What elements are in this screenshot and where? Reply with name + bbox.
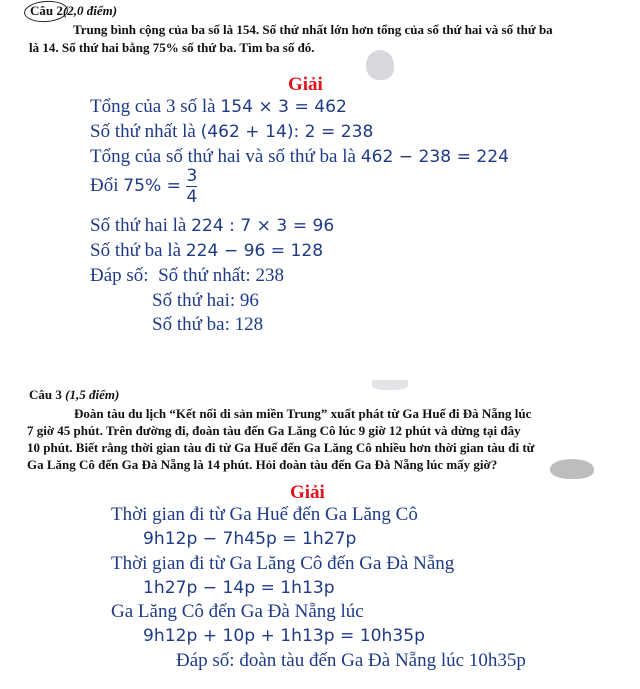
q3-points: (1,5 điểm) bbox=[65, 387, 120, 402]
q2-points: (2,0 điểm) bbox=[62, 3, 118, 18]
q3-problem-line-2: 7 giờ 45 phút. Trên đường đi, đoàn tàu đến Ga Lăng Cô lúc 9 giờ 12 phút và dừng tại đây bbox=[27, 423, 521, 438]
q3-answer: Đáp số: đoàn tàu đến Ga Đà Nẵng lúc 10h35p bbox=[176, 650, 526, 671]
q3-problem-line-1: Đoàn tàu du lịch “Kết nối di sản miền Trung” xuất phát từ Ga Huế đi Đà Nẵng lúc bbox=[74, 406, 532, 421]
scan-blot bbox=[366, 50, 394, 80]
q2-sol-line-4: Đổi 75% = $\frac{3}{4}$ bbox=[90, 166, 198, 207]
q2-sol-line-1: Tổng của 3 số là 154 × 3 = 462 bbox=[90, 96, 347, 117]
q3-problem-line-4: Ga Lăng Cô đến Ga Đà Nẵng là 14 phút. Hỏi đoàn tàu đến Ga Đà Nẵng lúc mấy giờ? bbox=[27, 457, 498, 472]
q2-solution-title: Giải bbox=[288, 74, 323, 95]
q3-solution-title: Giải bbox=[290, 482, 325, 503]
q3-label: Câu 3 bbox=[29, 387, 62, 402]
q2-problem-line-2: là 14. Số thứ hai bằng 75% số thứ ba. Tìm ba số đó. bbox=[29, 40, 315, 55]
fraction-3-4: $\frac{3}{4}$ bbox=[186, 166, 198, 207]
q3-sol-line-6: 9h12p + 10p + 1h13p = 10h35p bbox=[143, 626, 425, 646]
q2-answer-line-1: Đáp số: Số thứ nhất: 238 bbox=[90, 265, 284, 286]
q2-sol-line-3: Tổng của số thứ hai và số thứ ba là 462 − 238 = 224 bbox=[90, 146, 509, 167]
q2-label: Câu 2 bbox=[30, 3, 63, 18]
q3-sol-line-3: Thời gian đi từ Ga Lăng Cô đến Ga Đà Nẵng bbox=[111, 553, 455, 574]
q2-answer-line-3: Số thứ ba: 128 bbox=[152, 314, 264, 335]
q3-sol-line-4: 1h27p − 14p = 1h13p bbox=[143, 578, 335, 598]
scan-blot bbox=[372, 380, 408, 390]
scan-blot bbox=[550, 459, 594, 479]
q2-problem-line-1: Trung bình cộng của ba số là 154. Số thứ nhất lớn hơn tổng của số thứ hai và số thứ ba bbox=[73, 22, 553, 37]
q3-sol-line-5: Ga Lăng Cô đến Ga Đà Nẵng lúc bbox=[111, 601, 364, 622]
q3-sol-line-1: Thời gian đi từ Ga Huế đến Ga Lăng Cô bbox=[111, 504, 418, 525]
q2-sol-line-6: Số thứ ba là 224 − 96 = 128 bbox=[90, 240, 324, 261]
q3-problem-line-3: 10 phút. Biết rằng thời gian tàu đi từ Ga Huế đến Ga Lăng Cô nhiều hơn thời gian tàu đi từ bbox=[27, 440, 535, 455]
q2-heading bbox=[30, 3, 117, 19]
q3-heading bbox=[29, 387, 119, 403]
q3-sol-line-2: 9h12p − 7h45p = 1h27p bbox=[143, 529, 357, 549]
q2-sol-line-2: Số thứ nhất là (462 + 14): 2 = 238 bbox=[90, 121, 374, 142]
q2-answer-line-2: Số thứ hai: 96 bbox=[152, 290, 259, 311]
q2-sol-line-5: Số thứ hai là 224 : 7 × 3 = 96 bbox=[90, 215, 335, 236]
